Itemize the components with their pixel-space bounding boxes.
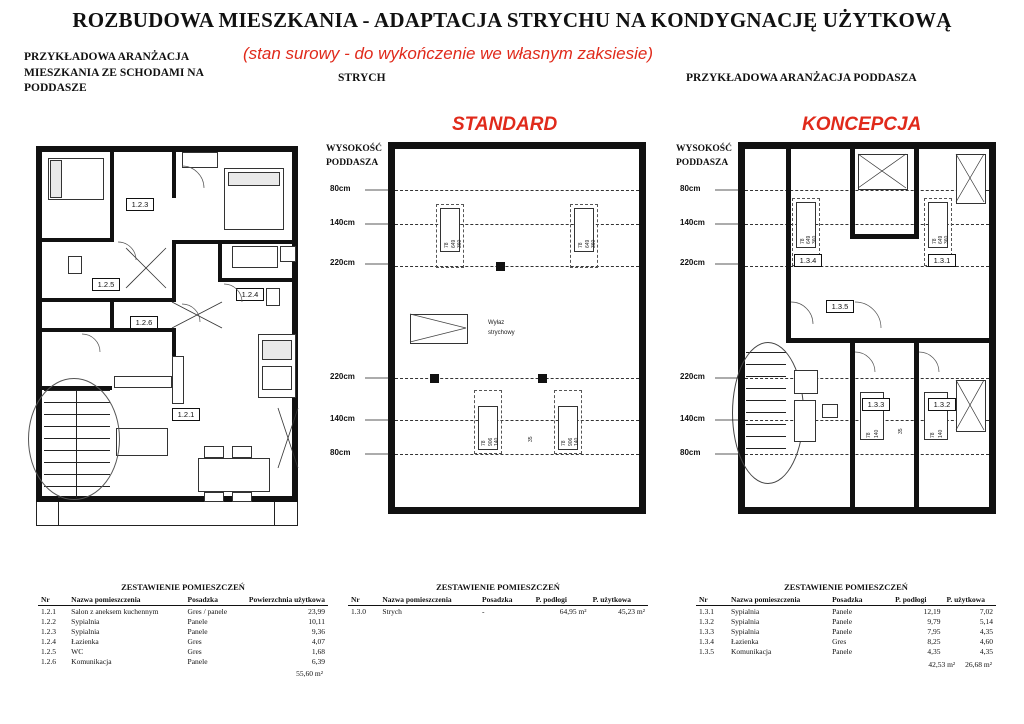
wall-internal-h6 bbox=[218, 278, 298, 282]
concept-wall-v4 bbox=[914, 343, 919, 507]
bathtub bbox=[232, 246, 278, 268]
roof-mark-c10: 35 bbox=[528, 436, 534, 442]
attic-wall-bottom bbox=[388, 507, 646, 514]
dim-right-140-top: 140cm bbox=[680, 218, 705, 227]
table-row bbox=[38, 616, 328, 626]
dim-center-220-top: 220cm bbox=[330, 258, 355, 267]
roof-mark-c6: 360 bbox=[591, 239, 597, 248]
wall-right bbox=[292, 146, 298, 502]
cell-nr: 1.3.0 bbox=[351, 606, 366, 616]
table-row bbox=[38, 656, 328, 666]
cell-area: 23,99 bbox=[308, 606, 325, 616]
table-row bbox=[696, 606, 996, 617]
height-label-right-l2: PODDASZA bbox=[676, 158, 729, 169]
room-schedule-center bbox=[348, 582, 648, 616]
col-floor: Posadzka bbox=[829, 594, 892, 606]
c-roof-mark-2: 649 bbox=[806, 235, 812, 244]
window-bottom bbox=[58, 496, 60, 498]
bed-1-pillow bbox=[228, 172, 280, 186]
cell-floor: Gres bbox=[187, 646, 202, 656]
room-schedule-right bbox=[696, 582, 996, 669]
wall-internal-h4 bbox=[42, 328, 114, 332]
chair-2 bbox=[232, 446, 252, 458]
concept-bed-3 bbox=[858, 154, 908, 190]
cell-nr: 1.2.5 bbox=[41, 646, 56, 656]
cell-floor: Panele bbox=[832, 606, 853, 616]
total-usable-area: 26,68 m² bbox=[965, 660, 992, 669]
cell-name: WC bbox=[71, 646, 84, 656]
cell-area: 6,39 bbox=[311, 656, 325, 666]
roof-mark-c1: 78 bbox=[444, 242, 450, 248]
cell-name: Łazienka bbox=[730, 636, 759, 646]
room-schedule-left bbox=[38, 582, 328, 678]
cell-name: Komunikacja bbox=[71, 656, 112, 666]
concept-bathtub bbox=[794, 400, 816, 442]
concept-wall-bottom bbox=[738, 507, 996, 514]
total-floor-area: 42,53 m² bbox=[928, 660, 956, 669]
room-tag-4: 1.2.4 bbox=[236, 288, 264, 301]
terrace-outline bbox=[36, 502, 37, 526]
room-schedule-left-table bbox=[38, 594, 328, 666]
room-tag-6: 1.2.6 bbox=[130, 316, 158, 329]
cell-name: Łazienka bbox=[71, 636, 99, 646]
col-area: Powierzchnia użytkowa bbox=[246, 594, 328, 606]
roof-mark-c7: 78 bbox=[481, 440, 487, 446]
room-tag-1: 1.2.1 bbox=[172, 408, 200, 421]
roof-mark-c3: 360 bbox=[457, 239, 463, 248]
c-roof-mark-1: 78 bbox=[800, 238, 806, 244]
dim-right-80-top: 80cm bbox=[680, 184, 701, 193]
terrace-edge-left bbox=[58, 502, 59, 526]
c-roof-mark-9: 35 bbox=[898, 428, 904, 434]
cell-floor-area: 12,19 bbox=[923, 606, 941, 616]
wall-internal-v2 bbox=[172, 146, 176, 198]
concept-room-tag-4: 1.3.4 bbox=[794, 254, 822, 267]
c-roof-mark-8: 140 bbox=[874, 429, 880, 438]
cell-nr: 1.2.1 bbox=[41, 606, 56, 616]
cell-name: Sypialnia bbox=[71, 626, 100, 636]
table-row bbox=[38, 606, 328, 617]
sink bbox=[280, 246, 296, 262]
height-label-center bbox=[326, 142, 382, 171]
room-schedule-center-table bbox=[348, 594, 648, 616]
height-label-right-l1: WYSOKOŚĆ bbox=[676, 144, 732, 154]
table-row bbox=[38, 626, 328, 636]
c-roof-mark-5: 649 bbox=[938, 235, 944, 244]
height-label-right bbox=[676, 142, 732, 171]
wall-internal-v3 bbox=[172, 240, 176, 302]
cell-usable-area: 4,35 bbox=[979, 646, 993, 656]
cell-usable-area: 7,02 bbox=[979, 606, 993, 616]
concept-wall-v2 bbox=[850, 142, 855, 238]
cell-area: 4,07 bbox=[311, 636, 325, 646]
table-row bbox=[348, 606, 648, 617]
table-header-row bbox=[696, 594, 996, 606]
cell-usable-area: 5,14 bbox=[979, 616, 993, 626]
sofa bbox=[116, 428, 168, 456]
col-name: Nazwa pomieszczenia bbox=[68, 594, 184, 606]
bed-2-pillow bbox=[50, 160, 62, 198]
cell-area: 10,11 bbox=[308, 616, 325, 626]
cell-nr: 1.3.5 bbox=[699, 646, 714, 656]
col-name: Nazwa pomieszczenia bbox=[379, 594, 479, 606]
c-roof-mark-6: 360 bbox=[944, 235, 950, 244]
col-nr: Nr bbox=[38, 594, 68, 606]
window-left-1 bbox=[114, 376, 172, 388]
concept-room-tag-5: 1.3.5 bbox=[826, 300, 854, 313]
cell-nr: 1.2.4 bbox=[41, 636, 56, 646]
table-row bbox=[696, 616, 996, 626]
chair-1 bbox=[204, 446, 224, 458]
attic-hatch-label-2: strychowy bbox=[488, 330, 515, 336]
col-nr: Nr bbox=[696, 594, 728, 606]
wall-internal-v4 bbox=[110, 298, 114, 332]
room-schedule-left-total: 55,60 m² bbox=[296, 669, 323, 678]
dim-right-220-bottom: 220cm bbox=[680, 372, 705, 381]
col-nr: Nr bbox=[348, 594, 379, 606]
dim-center-140-top: 140cm bbox=[330, 218, 355, 227]
dim-right-80-bottom: 80cm bbox=[680, 448, 701, 457]
subtitle-strych: STRYCH bbox=[338, 72, 386, 84]
cell-floor: Panele bbox=[832, 626, 853, 636]
c-roof-mark-11: 140 bbox=[938, 429, 944, 438]
dim-right-220-top: 220cm bbox=[680, 258, 705, 267]
cell-area: 1,68 bbox=[311, 646, 325, 656]
room-schedule-right-table bbox=[696, 594, 996, 656]
concept-bed-4 bbox=[956, 154, 986, 204]
window-right-1 bbox=[172, 356, 184, 404]
c-roof-mark-4: 78 bbox=[932, 238, 938, 244]
roof-mark-c11: 78 bbox=[561, 440, 567, 446]
col-floor: Posadzka bbox=[479, 594, 533, 606]
col-usable-area: P. użytkowa bbox=[590, 594, 648, 606]
cell-floor-area: 8,25 bbox=[927, 636, 941, 646]
wc-toilet bbox=[68, 256, 82, 274]
c-roof-mark-3: 360 bbox=[812, 235, 818, 244]
roof-mark-c9: 140 bbox=[494, 437, 500, 446]
roof-mark-c4: 78 bbox=[578, 242, 584, 248]
col-name: Nazwa pomieszczenia bbox=[728, 594, 829, 606]
cell-area: 9,36 bbox=[311, 626, 325, 636]
cell-name: Sypialnia bbox=[71, 616, 100, 626]
dim-center-80-bottom: 80cm bbox=[330, 448, 351, 457]
table-header-row bbox=[38, 594, 328, 606]
label-koncepcja: KONCEPCJA bbox=[802, 114, 922, 135]
col-floor: Posadzka bbox=[185, 594, 246, 606]
attic-wall-right bbox=[639, 142, 646, 514]
cell-name: Komunikacja bbox=[730, 646, 772, 656]
cell-name: Salon z aneksem kuchennym bbox=[71, 606, 159, 616]
roof-mark-c2: 649 bbox=[451, 239, 457, 248]
chair-4 bbox=[232, 492, 252, 502]
cell-floor: Panele bbox=[187, 626, 208, 636]
cell-floor: Panele bbox=[832, 616, 853, 626]
cell-floor: Gres / panele bbox=[187, 606, 228, 616]
cell-usable-area: 4,35 bbox=[979, 626, 993, 636]
cell-nr: 1.3.4 bbox=[699, 636, 714, 646]
cell-name: Sypialnia bbox=[730, 626, 760, 636]
concept-room-tag-1: 1.3.1 bbox=[928, 254, 956, 267]
concept-bed-7 bbox=[956, 380, 986, 432]
table-row bbox=[38, 636, 328, 646]
cell-nr: 1.3.1 bbox=[699, 606, 714, 616]
table-header-row bbox=[348, 594, 648, 606]
label-standard: STANDARD bbox=[452, 114, 558, 135]
c-roof-mark-10: 78 bbox=[930, 432, 936, 438]
cell-usable-area: 4,60 bbox=[979, 636, 993, 646]
dim-right-leaders bbox=[715, 180, 785, 480]
cell-floor: Panele bbox=[832, 646, 853, 656]
terrace-outline-3 bbox=[36, 525, 298, 526]
dim-center-leaders bbox=[365, 180, 435, 480]
room-schedule-right-totals bbox=[696, 656, 996, 669]
cell-floor: Gres bbox=[832, 636, 847, 646]
concept-wall-v3 bbox=[850, 343, 855, 507]
subtitle-right: PRZYKŁADOWA ARANŻACJA PODDASZA bbox=[686, 72, 917, 84]
cell-usable-area: 45,23 m² bbox=[618, 606, 645, 616]
wardrobe bbox=[182, 152, 218, 168]
wall-internal-h3 bbox=[42, 298, 176, 302]
stairs-arc bbox=[28, 378, 120, 500]
concept-wall-top bbox=[738, 142, 996, 149]
dim-center-140-bottom: 140cm bbox=[330, 414, 355, 423]
cell-nr: 1.2.2 bbox=[41, 616, 56, 626]
col-usable-area: P. użytkowa bbox=[943, 594, 996, 606]
wall-internal-h1 bbox=[42, 238, 114, 242]
toilet bbox=[266, 288, 280, 306]
roof-mark-c5: 649 bbox=[585, 239, 591, 248]
cell-name: Strych bbox=[382, 606, 402, 616]
subtitle-center-note: (stan surowy - do wykończenie we własnym zaksiesie) bbox=[243, 44, 654, 63]
wall-internal-v1 bbox=[110, 146, 114, 242]
cell-nr: 1.2.3 bbox=[41, 626, 56, 636]
kitchen-sink bbox=[262, 340, 292, 360]
attic-wall-top bbox=[388, 142, 646, 149]
concept-room-tag-2: 1.3.2 bbox=[928, 398, 956, 411]
column-1 bbox=[496, 262, 505, 271]
cell-floor: Panele bbox=[187, 656, 208, 666]
c-roof-mark-7: 78 bbox=[866, 432, 872, 438]
room-schedule-right-caption: ZESTAWIENIE POMIESZCZEŃ bbox=[784, 582, 908, 592]
dim-center-220-bottom: 220cm bbox=[330, 372, 355, 381]
wall-top bbox=[36, 146, 298, 152]
height-label-center-l1: WYSOKOŚĆ bbox=[326, 144, 382, 154]
table-row bbox=[696, 626, 996, 636]
col-floor-area: P. podłogi bbox=[892, 594, 943, 606]
cell-nr: 1.2.6 bbox=[41, 656, 56, 666]
subtitle-left: PRZYKŁADOWA ARANŻACJA MIESZKANIA ZE SCHODAMI NA PODDASZE bbox=[24, 51, 204, 95]
table-row bbox=[696, 646, 996, 656]
room-schedule-left-caption: ZESTAWIENIE POMIESZCZEŃ bbox=[121, 582, 245, 592]
height-label-center-l2: PODDASZA bbox=[326, 158, 379, 169]
dim-right-140-bottom: 140cm bbox=[680, 414, 705, 423]
floor-plan-apartment bbox=[22, 128, 312, 528]
terrace-outline-2 bbox=[297, 502, 298, 526]
roof-mark-c13: 140 bbox=[574, 437, 580, 446]
dim-center-80-top: 80cm bbox=[330, 184, 351, 193]
concept-wall-v1 bbox=[786, 142, 791, 342]
cell-floor: Panele bbox=[187, 616, 208, 626]
room-tag-3: 1.2.3 bbox=[126, 198, 154, 211]
cell-floor-area: 7,95 bbox=[927, 626, 941, 636]
col-floor-area: P. podłogi bbox=[533, 594, 590, 606]
attic-hatch-label-1: Wyłaz bbox=[488, 320, 505, 326]
cell-floor: Gres bbox=[187, 636, 202, 646]
cell-floor-area: 4,35 bbox=[927, 646, 941, 656]
cell-nr: 1.3.2 bbox=[699, 616, 714, 626]
kitchen-hob bbox=[262, 366, 292, 390]
concept-room-tag-3: 1.3.3 bbox=[862, 398, 890, 411]
concept-sink bbox=[822, 404, 838, 418]
concept-wall-h1 bbox=[786, 338, 989, 343]
cell-floor-area: 9,79 bbox=[927, 616, 941, 626]
wall-internal-v6 bbox=[218, 240, 222, 280]
wall-internal-h2 bbox=[172, 240, 298, 244]
roof-mark-c12: 906 bbox=[568, 437, 574, 446]
room-tag-5: 1.2.5 bbox=[92, 278, 120, 291]
concept-wall-v5 bbox=[914, 142, 919, 239]
chair-3 bbox=[204, 492, 224, 502]
cell-name: Sypialnia bbox=[730, 606, 760, 616]
terrace-edge-right bbox=[274, 502, 275, 526]
dining-table bbox=[198, 458, 270, 492]
concept-shower bbox=[794, 370, 818, 394]
concept-wall-right bbox=[989, 142, 996, 514]
cell-floor-area: 64,95 m² bbox=[559, 606, 587, 616]
room-schedule-center-caption: ZESTAWIENIE POMIESZCZEŃ bbox=[436, 582, 560, 592]
table-row bbox=[38, 646, 328, 656]
column-3 bbox=[538, 374, 547, 383]
concept-wall-h2 bbox=[850, 234, 914, 239]
cell-name: Sypialnia bbox=[730, 616, 760, 626]
table-row bbox=[696, 636, 996, 646]
cell-nr: 1.3.3 bbox=[699, 626, 714, 636]
roof-mark-c8: 906 bbox=[488, 437, 494, 446]
cell-floor: - bbox=[482, 606, 485, 616]
page-title: ROZBUDOWA MIESZKANIA - ADAPTACJA STRYCHU NA KONDYGNACJĘ UŻYTKOWĄ bbox=[72, 8, 952, 32]
